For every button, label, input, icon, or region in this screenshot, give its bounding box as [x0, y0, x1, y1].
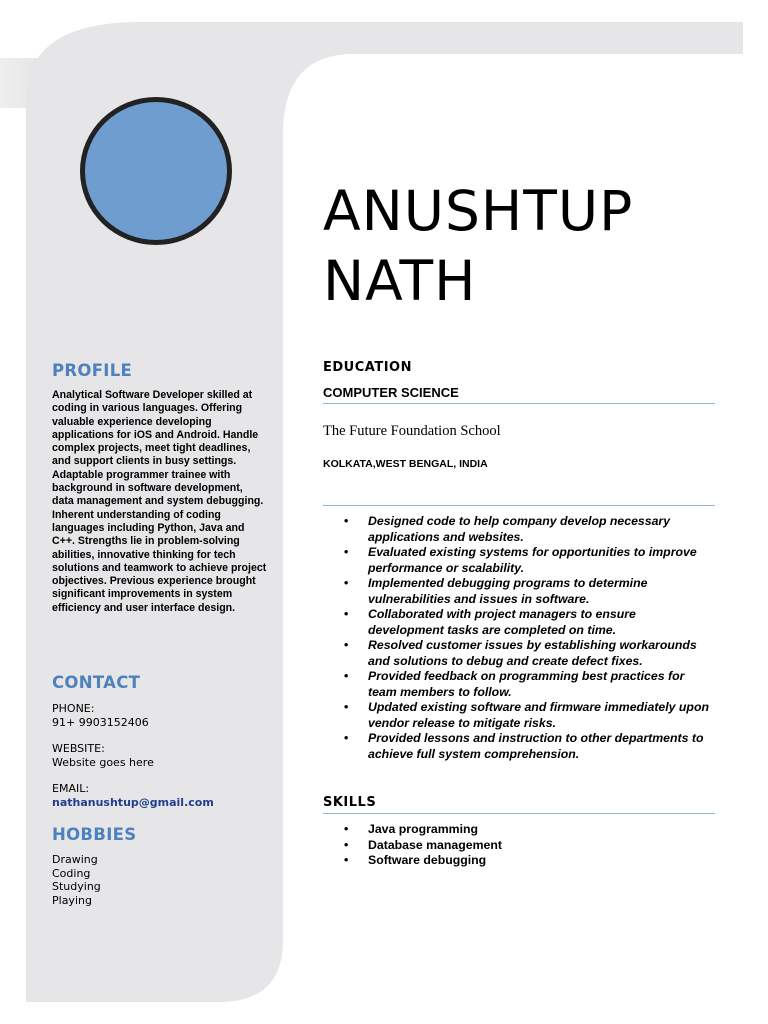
education-heading: EDUCATION — [323, 360, 412, 375]
degree-title: COMPUTER SCIENCE — [323, 385, 459, 400]
list-item: • Software debugging — [323, 853, 715, 869]
divider — [323, 505, 715, 506]
profile-heading: PROFILE — [52, 361, 133, 380]
email-link[interactable]: nathanushtup@gmail.com — [52, 795, 214, 809]
hobby-item: Coding — [52, 866, 91, 880]
list-item: • Updated existing software and firmware immediately upon vendor release to mitigate risks. — [323, 700, 715, 731]
list-item: • Provided lessons and instruction to other departments to achieve full system comprehension. — [323, 731, 715, 762]
list-item: • Evaluated existing systems for opportunities to improve performance or scalability. — [323, 545, 715, 576]
divider — [323, 813, 715, 814]
list-item: • Collaborated with project managers to ensure development tasks are completed on time. — [323, 607, 715, 638]
profile-section — [52, 361, 267, 615]
first-name: ANUSHTUP — [323, 179, 634, 243]
hobby-item: Playing — [52, 893, 92, 907]
contact-section — [52, 673, 267, 809]
list-item: • Provided feedback on programming best practices for team members to follow. — [323, 669, 715, 700]
email-label: EMAIL: — [52, 782, 90, 795]
experience-list — [323, 514, 715, 762]
divider — [323, 403, 715, 404]
last-name: NATH — [323, 249, 477, 313]
contact-heading: CONTACT — [52, 673, 141, 692]
list-item: • Resolved customer issues by establishing workarounds and solutions to debug and create defect fixes. — [323, 638, 715, 669]
list-item: • Implemented debugging programs to determine vulnerabilities and issues in software. — [323, 576, 715, 607]
list-item: • Designed code to help company develop necessary applications and websites. — [323, 514, 715, 545]
school-location: KOLKATA,WEST BENGAL, INDIA — [323, 458, 488, 470]
list-item: • Database management — [323, 838, 715, 854]
website-label: WEBSITE: — [52, 742, 105, 755]
website-value[interactable]: Website goes here — [52, 755, 154, 769]
phone-label: PHONE: — [52, 702, 95, 715]
hobby-item: Drawing — [52, 853, 98, 866]
hobbies-section — [52, 825, 267, 907]
skills-heading: SKILLS — [323, 795, 377, 810]
hobbies-heading: HOBBIES — [52, 825, 137, 844]
hobby-item: Studying — [52, 880, 101, 894]
profile-photo — [80, 97, 232, 245]
profile-text: Analytical Software Developer skilled at coding in various languages. Offering valuable experience developing applications for iOS and Android. Handle complex projects, meet tight deadlines, and support clients in busy settings. Adaptable programmer trainee with background in software development, data management and system debugging. Inherent understanding of coding languages including Python, Java and C++. Strengths lie in problem-solving abilities, innovative thinking for tech solutions and teamwork to achieve project objectives. Previous experience brought significant improvements in system efficiency and user interface design. — [52, 389, 267, 614]
school-name: The Future Foundation School — [323, 423, 501, 439]
candidate-name — [323, 176, 633, 316]
list-item: • Java programming — [323, 822, 715, 838]
skills-list — [323, 822, 715, 869]
phone-value: 91+ 9903152406 — [52, 715, 149, 729]
